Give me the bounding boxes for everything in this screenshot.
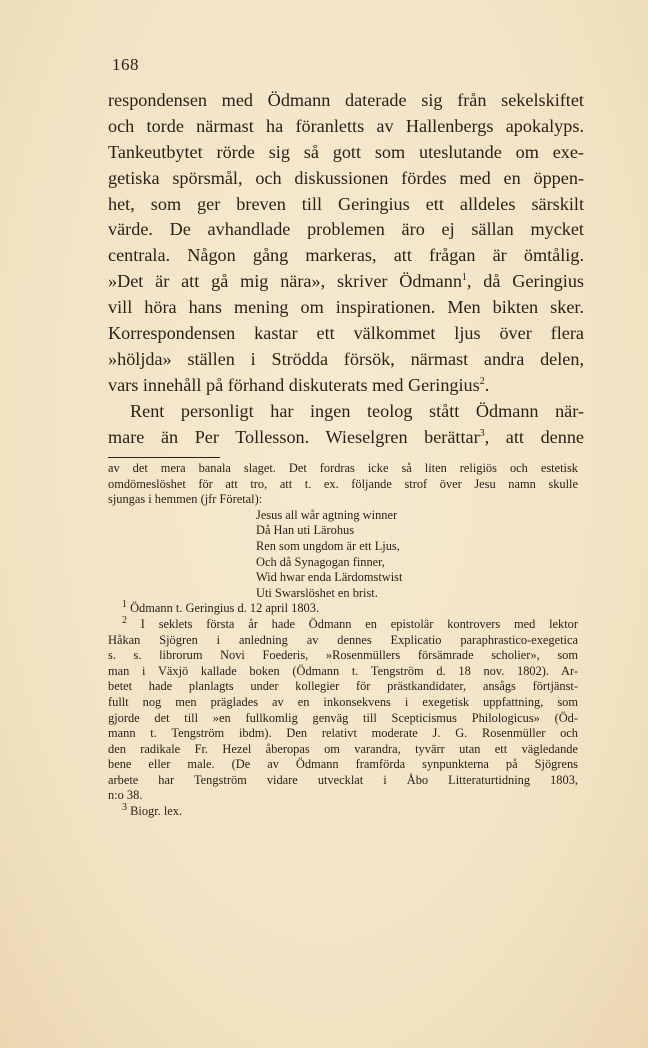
page-number: 168 — [112, 55, 139, 74]
footnote-2-line: arbete har Tengström vidare utvecklat i Åbo Litteraturtidning 1803, — [108, 772, 578, 787]
body-line — [108, 425, 584, 451]
footnote-ref-1: 1 — [461, 272, 467, 284]
body-line: värde. De avhandlade problemen äro ej sällan mycket — [108, 219, 584, 240]
footnote-2-line — [108, 614, 578, 633]
footnote-line: omdömeslöshet för att tro, att t. ex. följande strof över Jesu namn skulle — [108, 476, 578, 491]
body-line — [108, 269, 584, 295]
footnote-ref-2: 2 — [479, 375, 485, 387]
body-line-part: . — [484, 374, 490, 395]
body-line: centrala. Någon gång markeras, att frågan är ömtålig. — [108, 245, 584, 266]
footnote-ref-3: 3 — [479, 427, 485, 439]
body-line: getiska spörsmål, och diskussionen fördes med en öppen- — [108, 167, 584, 188]
footnote-line: av det mera banala slaget. Det fordras icke så liten religiös och estetisk — [108, 461, 578, 475]
poem-line: Uti Swarslöshet en brist. — [256, 585, 378, 600]
body-line: och torde närmast ha föranletts av Hallenbergs apokalyps. — [108, 115, 584, 136]
body-line: Rent personligt har ingen teolog stått Ödmann när- — [130, 400, 584, 421]
footnote-1 — [108, 601, 578, 617]
footnote-2-line: mann t. Tengström ibdm). Den relativt moderate J. G. Rosenmüller och — [108, 726, 578, 741]
body-line-part: , då Geringius — [466, 271, 584, 292]
footnote-2-line: gjorde det till »en fullkomlig genväg till Scepticismus Philologicus» (Öd- — [108, 710, 578, 725]
body-line-part: mare än Per Tollesson. Wieselgren berättar — [108, 426, 480, 447]
footnote-mark-1: 1 — [122, 599, 127, 611]
quoted-poem — [256, 508, 578, 602]
footnote-3-text: Biogr. lex. — [130, 804, 183, 819]
poem-line: Och då Synagogan finner, — [256, 554, 385, 569]
footnotes — [108, 461, 578, 820]
body-line: respondensen med Ödmann daterade sig från sekelskiftet — [108, 90, 584, 110]
body-line — [108, 373, 584, 399]
footnote-2-line: man i Växjö kallade boken (Ödmann t. Tengström d. 18 nov. 1802). Ar- — [108, 663, 578, 678]
poem-line: Wid hwar enda Lärdomstwist — [256, 570, 403, 585]
poem-line: Ren som ungdom är ett Ljus, — [256, 538, 400, 553]
footnote-2-line: fullt nog men präglades av en inkonsekvens i exegetisk uppfattning, som — [108, 694, 578, 709]
footnote-3 — [108, 801, 578, 820]
body-line: Korrespondensen kastar ett välkommet ljus över flera — [108, 323, 584, 344]
body-line: het, som ger breven till Geringius ett alldeles särskilt — [108, 193, 584, 214]
footnote-2-line: s. s. librorum Novi Foederis, »Rosenmüllers försämrade scholier», som — [108, 648, 578, 663]
footnote-line: sjungas i hemmen (jfr Företal): — [108, 492, 263, 507]
body-line-part: vars innehåll på förhand diskuterats med Geringius — [108, 374, 480, 395]
footnote-2-text: I seklets första år hade Ödmann en epistolär kontrovers med lektor — [140, 616, 578, 631]
body-line: Tankeutbytet rörde sig så gott som uteslutande om exe- — [108, 141, 584, 162]
footnote-2-line: n:o 38. — [108, 788, 143, 803]
footnote-1-text: Ödmann t. Geringius d. 12 april 1803. — [130, 601, 320, 616]
body-line-part: , att denne — [484, 426, 585, 447]
footnote-2-line: Håkan Sjögren i anledning av dennes Explicatio paraphrastico-exegetica — [108, 632, 578, 647]
body-line: »höljda» ställen i Strödda försök, närmast andra delen, — [108, 348, 584, 369]
footnote-2-line: den radikale Fr. Hezel åberopas om varandra, tyvärr utan ett vägledande — [108, 741, 578, 756]
footnote-mark-3: 3 — [122, 801, 127, 813]
footnote-mark-2: 2 — [122, 614, 127, 626]
body-line-part: »Det är att gå mig nära», skriver Ödmann — [108, 271, 462, 292]
poem-line: Då Han uti Lärohus — [256, 523, 355, 538]
poem-line: Jesus all wår agtning winner — [256, 507, 398, 522]
footnote-divider — [108, 457, 220, 458]
body-text — [108, 88, 584, 450]
footnote-2-line: bene eller male. (De av Ödmann framförda synpunkterna på Sjögrens — [108, 757, 578, 772]
footnote-2-line: betet hade planlagts under kollegier för prästkandidater, ansågs förtjänst- — [108, 679, 578, 694]
body-line: vill höra hans mening om inspirationen. Men bikten sker. — [108, 297, 584, 318]
